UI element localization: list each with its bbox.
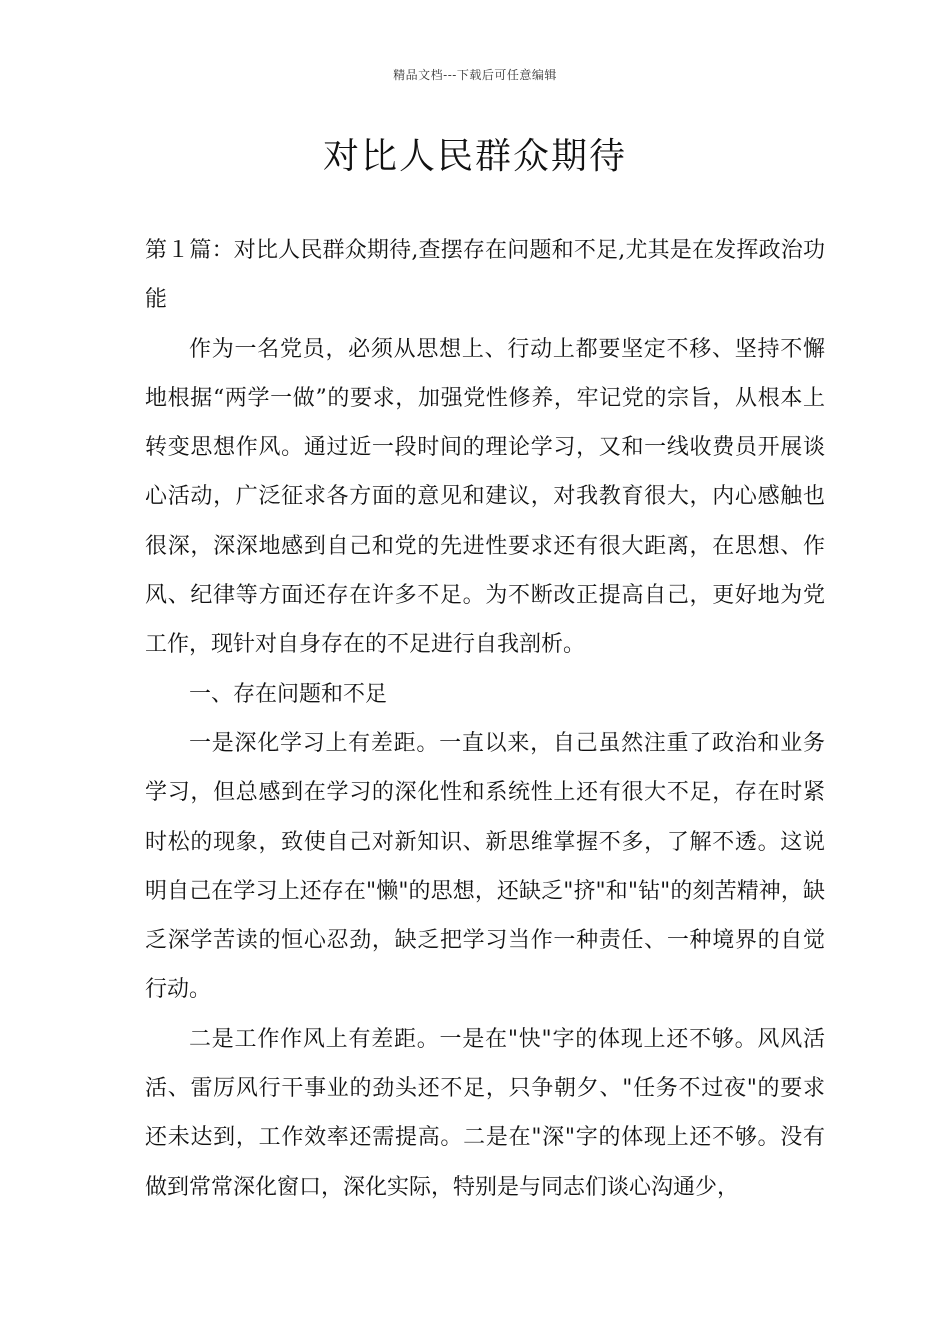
document-title: 对比人民群众期待 xyxy=(322,136,627,177)
paragraph: 一是深化学习上有差距。一直以来，自己虽然注重了政治和业务学习，但总感到在学习的深化性和系统性上还有很大不足，存在时紧时松的现象，致使自己对新知识、新思维掌握不多，了解不透。这说明自己在学习上还存在"懒"的思想，还缺乏"挤"和"钻"的刻苦精神，缺乏深学苦读的恒心忍劲，缺乏把学习当作一种责任、一种境界的自觉行动。 xyxy=(145,730,825,1003)
subsection-heading: 一、存在问题和不足 xyxy=(189,681,388,707)
header-note: 精品文档---下载后可任意编辑 xyxy=(393,68,557,82)
document-body xyxy=(145,226,825,1212)
paragraph: 作为一名党员，必须从思想上、行动上都要坚定不移、坚持不懈地根据“两学一做”的要求，加强党性修养，牢记党的宗旨，从根本上转变思想作风。通过近一段时间的理论学习，又和一线收费员开展谈心活动，广泛征求各方面的意见和建议，对我教育很大，内心感触也很深，深深地感到自己和党的先进性要求还有很大距离，在思想、作风、纪律等方面还存在许多不足。为不断改正提高自己，更好地为党工作，现针对自身存在的不足进行自我剖析。 xyxy=(145,336,825,658)
paragraph: 二是工作作风上有差距。一是在"快"字的体现上还不够。风风活活、雷厉风行干事业的劲头还不足，只争朝夕、"任务不过夜"的要求还未达到，工作效率还需提高。二是在"深"字的体现上还不够。没有做到常常深化窗口，深化实际，特别是与同志们谈心沟通少， xyxy=(145,1026,825,1200)
section-heading: 第１篇：对比人民群众期待,查摆存在问题和不足,尤其是在发挥政治功能 xyxy=(145,238,825,313)
